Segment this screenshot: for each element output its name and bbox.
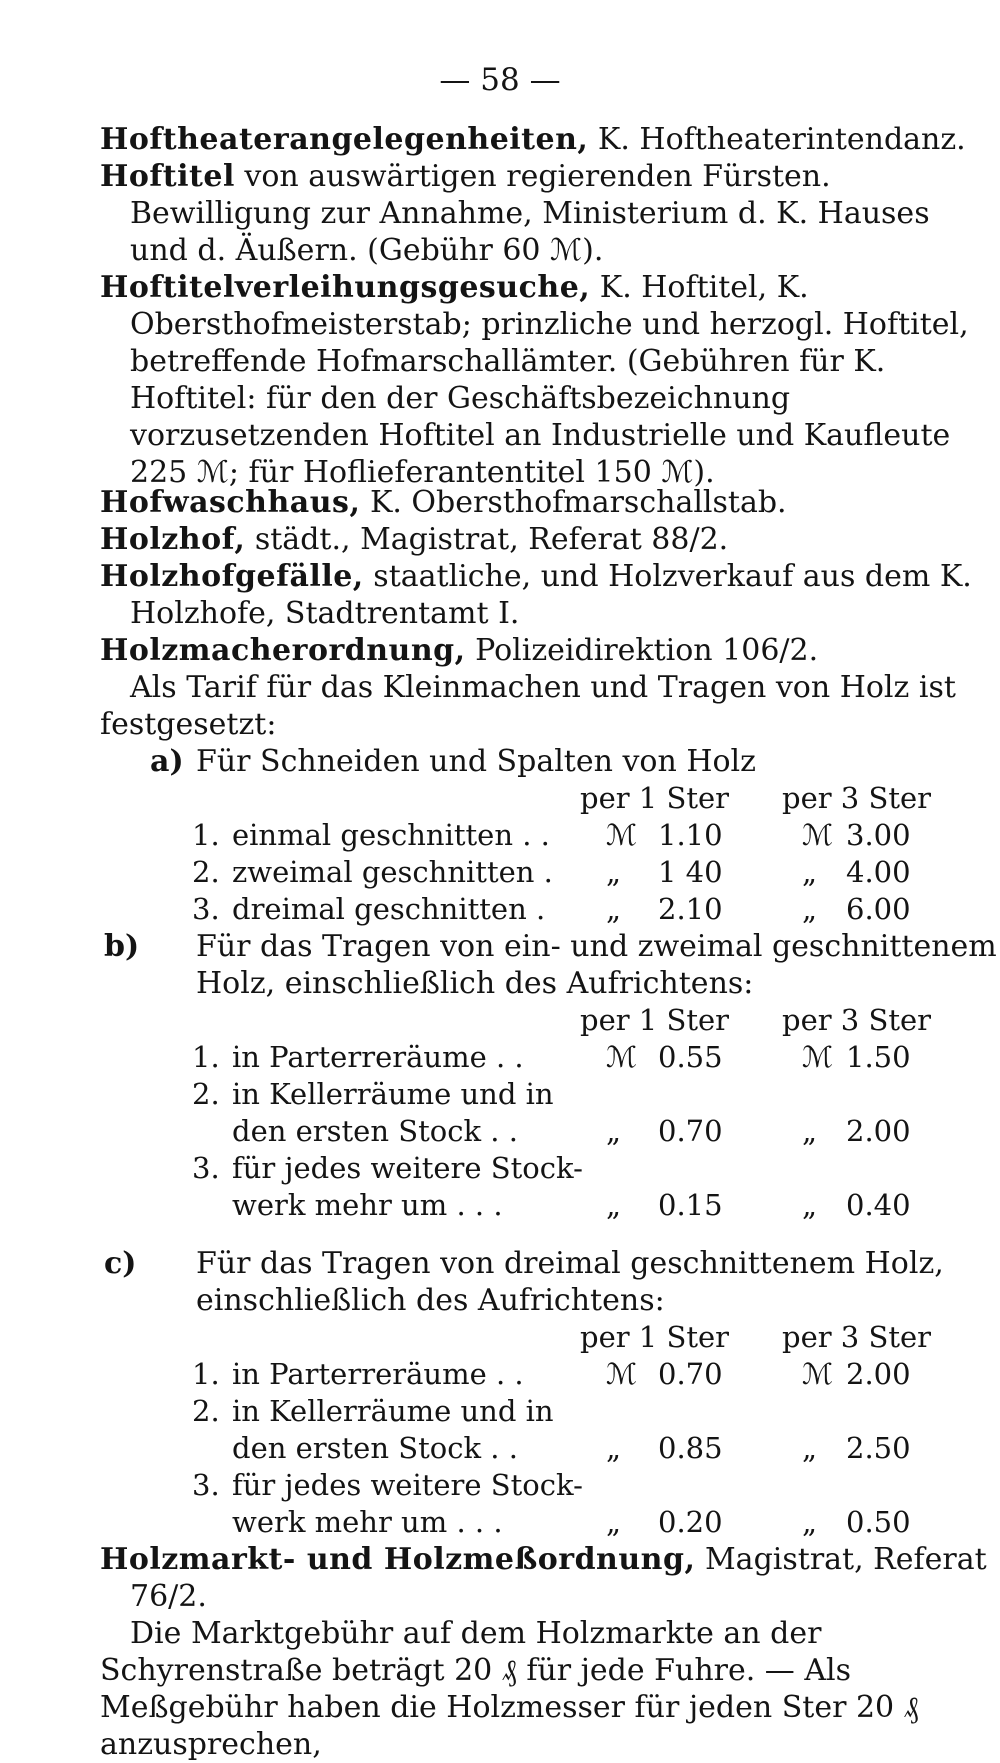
tariff-row <box>0 1076 1000 1113</box>
value-3-ster: 2.00 <box>846 1357 911 1391</box>
value-3-ster: 2.00 <box>846 1114 911 1148</box>
unit-1: „ <box>606 855 622 889</box>
unit-2: ℳ <box>802 1357 834 1391</box>
entry-text: K. Hoftheaterintendanz. <box>597 122 966 157</box>
entry-headword: Hoftitelverleihungsgesuche, <box>100 270 591 305</box>
tariff-row <box>0 1113 1000 1150</box>
tariff-row <box>0 1150 1000 1187</box>
entry-holzmacherordnung <box>100 632 990 669</box>
tariff-intro: Als Tarif für das Kleinmachen und Tragen von Holz ist festgesetzt: <box>100 670 956 742</box>
entry-text: K. Obersthofmarschallstab. <box>369 485 787 520</box>
section-a-column-headers <box>0 780 1000 817</box>
value-1-ster: 1 40 <box>658 855 723 889</box>
tariff-row <box>0 1430 1000 1467</box>
unit-1: „ <box>606 1431 622 1465</box>
value-1-ster: 0.20 <box>658 1505 723 1539</box>
tariff-row <box>0 1039 1000 1076</box>
entry-headword: Hoftheaterangelegenheiten, <box>100 122 589 157</box>
row-label: den ersten Stock . . <box>232 1114 518 1148</box>
row-number: 2. <box>192 855 220 889</box>
value-1-ster: 0.55 <box>658 1040 723 1074</box>
tariff-row <box>0 891 1000 928</box>
entry-holzmarkt-und-holzmessordnung <box>100 1541 990 1615</box>
entry-text: K. Hoftitel, K. Obersthofmeisterstab; prinzliche und herzogl. Hoftitel, betreffende Hofmarschallämter. (Gebühren für K. Hoftitel: für den der Geschäftsbezeichnung vorzusetzenden Hoftitel an Industrielle und Kaufleute 225 ℳ; für Hoflieferantentitel 150 ℳ). <box>130 270 969 490</box>
row-label: den ersten Stock . . <box>232 1431 518 1465</box>
entry-text: von auswärtigen regierenden Fürsten. Bewilligung zur Annahme, Ministerium d. K. Hauses und d. Äußern. (Gebühr 60 ℳ). <box>130 159 930 268</box>
column-header-3-ster: per 3 Ster <box>782 1320 932 1354</box>
section-label: b) <box>104 929 140 964</box>
unit-1: ℳ <box>606 1040 638 1074</box>
unit-1: „ <box>606 1505 622 1539</box>
section-b-title <box>104 928 1000 1002</box>
entry-text: Polizeidirektion 106/2. <box>475 633 819 668</box>
unit-2: „ <box>802 1431 818 1465</box>
row-number: 3. <box>192 892 220 926</box>
value-3-ster: 1.50 <box>846 1040 911 1074</box>
tariff-row <box>0 817 1000 854</box>
section-title: Für das Tragen von dreimal geschnittenem Holz, einschließlich des Aufrichtens: <box>196 1246 944 1318</box>
row-label: einmal geschnitten . . <box>232 818 550 852</box>
entry-text: staatliche, und Holzverkauf aus dem K. Holzhofe, Stadtrentamt I. <box>130 559 972 631</box>
value-1-ster: 0.15 <box>658 1188 723 1222</box>
column-header-1-ster: per 1 Ster <box>580 1320 730 1354</box>
tariff-row <box>0 1504 1000 1541</box>
value-3-ster: 0.50 <box>846 1505 911 1539</box>
value-1-ster: 2.10 <box>658 892 723 926</box>
unit-1: „ <box>606 1114 622 1148</box>
section-a-title <box>150 743 960 780</box>
unit-1: ℳ <box>606 1357 638 1391</box>
tariff-row <box>0 1467 1000 1504</box>
column-header-3-ster: per 3 Ster <box>782 1003 932 1037</box>
row-label: in Kellerräume und in <box>232 1394 554 1428</box>
row-number: 1. <box>192 818 220 852</box>
final-paragraph: Die Marktgebühr auf dem Holzmarkte an der Schyrenstraße beträgt 20 ₰ für jede Fuhre. — Als Meßgebühr haben die Holzmesser für jeden Ster 20 ₰ anzusprechen, <box>100 1616 919 1762</box>
page-number: — 58 — <box>439 62 561 98</box>
unit-2: „ <box>802 1188 818 1222</box>
entry-holzhofgefaelle <box>100 558 990 632</box>
unit-1: ℳ <box>606 818 638 852</box>
entry-headword: Holzmacherordnung, <box>100 633 466 668</box>
value-1-ster: 0.85 <box>658 1431 723 1465</box>
entry-hoftitelverleihungsgesuche <box>100 269 990 491</box>
entry-text: städt., Magistrat, Referat 88/2. <box>254 522 729 557</box>
unit-1: „ <box>606 1188 622 1222</box>
entry-headword: Holzhof, <box>100 522 246 557</box>
row-label: zweimal geschnitten . <box>232 855 553 889</box>
row-label: in Kellerräume und in <box>232 1077 554 1111</box>
section-c-column-headers <box>0 1319 1000 1356</box>
unit-2: „ <box>802 1505 818 1539</box>
row-number: 2. <box>192 1077 220 1111</box>
row-number: 3. <box>192 1151 220 1185</box>
row-label: werk mehr um . . . <box>232 1505 503 1539</box>
tariff-row <box>0 1187 1000 1224</box>
unit-2: „ <box>802 855 818 889</box>
entry-text: Magistrat, Referat 76/2. <box>130 1542 987 1614</box>
tariff-row <box>0 1393 1000 1430</box>
unit-2: „ <box>802 1114 818 1148</box>
entry-hoftheaterangelegenheiten <box>100 121 990 158</box>
column-header-1-ster: per 1 Ster <box>580 1003 730 1037</box>
unit-1: „ <box>606 892 622 926</box>
row-label: für jedes weitere Stock- <box>232 1468 583 1502</box>
value-3-ster: 2.50 <box>846 1431 911 1465</box>
row-label: für jedes weitere Stock- <box>232 1151 583 1185</box>
entry-hoftitel <box>100 158 990 269</box>
section-title: Für Schneiden und Spalten von Holz <box>196 744 756 779</box>
value-3-ster: 3.00 <box>846 818 911 852</box>
row-number: 2. <box>192 1394 220 1428</box>
section-title: Für das Tragen von ein- und zweimal geschnittenem Holz, einschließlich des Aufrichtens: <box>196 929 997 1001</box>
section-label: c) <box>104 1246 137 1281</box>
row-label: in Parterreräume . . <box>232 1040 524 1074</box>
row-label: werk mehr um . . . <box>232 1188 503 1222</box>
value-3-ster: 6.00 <box>846 892 911 926</box>
entry-hofwaschhaus <box>100 484 990 521</box>
section-c-title <box>104 1245 1000 1319</box>
row-number: 3. <box>192 1468 220 1502</box>
row-number: 1. <box>192 1040 220 1074</box>
row-number: 1. <box>192 1357 220 1391</box>
tariff-row <box>0 1356 1000 1393</box>
column-header-3-ster: per 3 Ster <box>782 781 932 815</box>
entry-headword: Hoftitel <box>100 159 235 194</box>
entry-headword: Holzhofgefälle, <box>100 559 364 594</box>
value-3-ster: 0.40 <box>846 1188 911 1222</box>
value-3-ster: 4.00 <box>846 855 911 889</box>
tariff-row <box>0 854 1000 891</box>
entry-headword: Holzmarkt- und Holzmeßordnung, <box>100 1542 696 1577</box>
section-label: a) <box>150 744 184 779</box>
row-label: dreimal geschnitten . <box>232 892 546 926</box>
unit-2: ℳ <box>802 1040 834 1074</box>
entry-holzhof <box>100 521 990 558</box>
value-1-ster: 1.10 <box>658 818 723 852</box>
value-1-ster: 0.70 <box>658 1357 723 1391</box>
section-b-column-headers <box>0 1002 1000 1039</box>
value-1-ster: 0.70 <box>658 1114 723 1148</box>
column-header-1-ster: per 1 Ster <box>580 781 730 815</box>
row-label: in Parterreräume . . <box>232 1357 524 1391</box>
unit-2: ℳ <box>802 818 834 852</box>
unit-2: „ <box>802 892 818 926</box>
entry-headword: Hofwaschhaus, <box>100 485 361 520</box>
